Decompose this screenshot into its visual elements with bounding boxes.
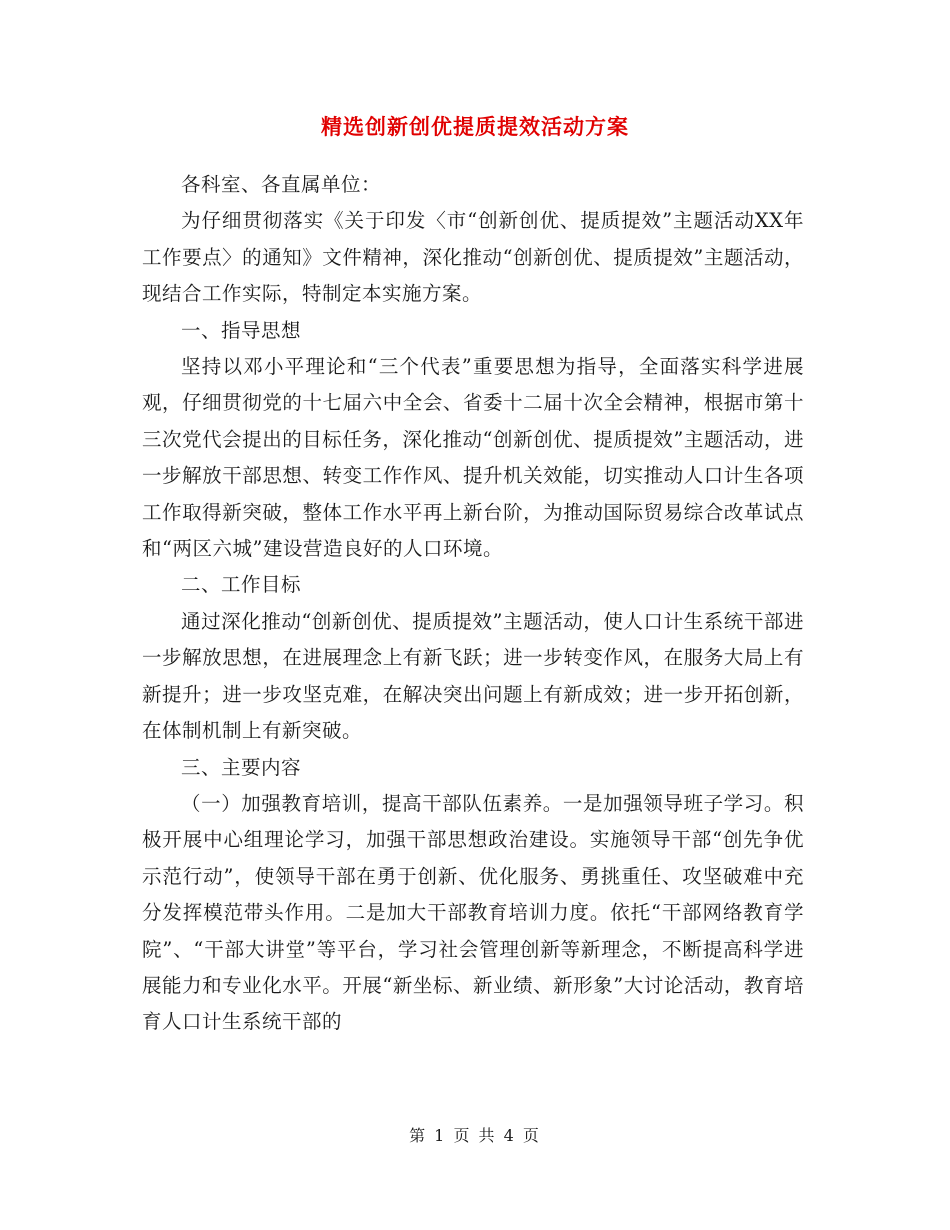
document-title: 精选创新创优提质提效活动方案 (321, 114, 629, 139)
section-heading-main-content: 三、主要内容 (181, 755, 302, 779)
section-heading-guiding-ideology: 一、指导思想 (181, 318, 302, 342)
work-goals-paragraph: 通过深化推动“创新创优、提质提效”主题活动，使人口计生系统干部进一步解放思想，在进展理念上有新飞跃；进一步转变作风，在服务大局上有新提升；进一步攻坚克难，在解决突出问题上有新成效；进一步开拓创新，在体制机制上有新突破。 (142, 609, 804, 743)
salutation: 各科室、各直属单位： (181, 173, 382, 196)
page-number-footer: 第 1 页 共 4 页 (409, 1126, 541, 1145)
main-content-paragraph-1: （一）加强教育培训，提高干部队伍素养。一是加强领导班子学习。积极开展中心组理论学习，加强干部思想政治建设。实施领导干部“创先争优示范行动”，使领导干部在勇于创新、优化服务、勇挑重任、攻坚破难中充分发挥模范带头作用。二是加大干部教育培训力度。依托“干部网络教育学院”、“干部大讲堂”等平台，学习社会管理创新等新理念，不断提高科学进展能力和专业化水平。开展“新坐标、新业绩、新形象”大讨论活动，教育培育人口计生系统干部的 (142, 791, 804, 1034)
document-body (142, 167, 804, 1041)
guiding-ideology-paragraph: 坚持以邓小平理论和“三个代表”重要思想为指导，全面落实科学进展观，仔细贯彻党的十七届六中全会、省委十二届十次全会精神，根据市第十三次党代会提出的目标任务，深化推动“创新创优、提质提效”主题活动，进一步解放干部思想、转变工作作风、提升机关效能，切实推动人口计生各项工作取得新突破，整体工作水平再上新台阶，为推动国际贸易综合改革试点和“两区六城”建设营造良好的人口环境。 (142, 355, 804, 561)
intro-paragraph: 为仔细贯彻落实《关于印发〈市“创新创优、提质提效”主题活动XX年工作要点〉的通知》文件精神，深化推动“创新创优、提质提效”主题活动，现结合工作实际，特制定本实施方案。 (142, 209, 804, 306)
section-heading-work-goals: 二、工作目标 (181, 573, 302, 597)
